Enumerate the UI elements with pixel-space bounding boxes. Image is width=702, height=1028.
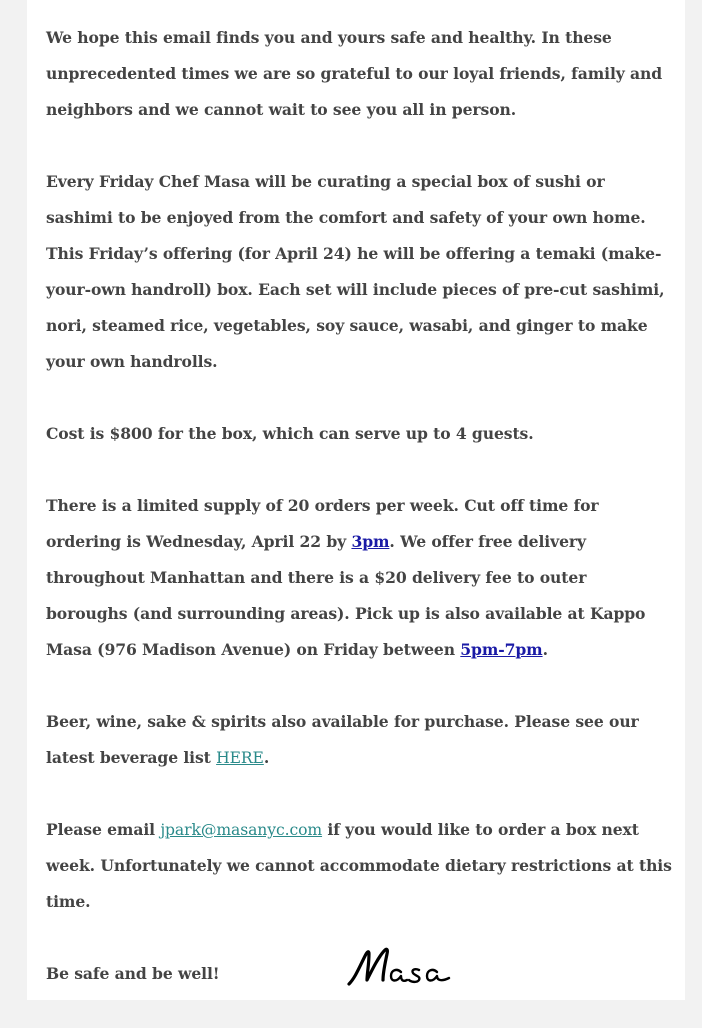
email-link[interactable]: jpark@masanyc.com: [160, 821, 323, 839]
contact-text-start: Please email: [46, 820, 161, 839]
email-body: [27, 0, 685, 1000]
paragraph-offering: Every Friday Chef Masa will be curating a special box of sushi or sashimi to be enjoyed from the comfort and safety of your own home. This Friday’s offering (for April 24) he will be offering a temaki (make-your-own handroll) box. Each set will include pieces of pre-cut sashimi, nori, steamed rice, vegetables, soy sauce, wasabi, and ginger to make your own handrolls.: [46, 172, 665, 371]
beverages-text: Beer, wine, sake & spirits also available for purchase. Please see our latest beverage list: [46, 712, 639, 767]
beverages-text-end: .: [263, 748, 270, 767]
ordering-text-start: There is a limited supply of 20 orders per week. Cut off time for ordering is Wednesday, April 22 by: [46, 496, 599, 551]
cutoff-time-link[interactable]: 3pm: [351, 532, 390, 551]
paragraph-beverages: [46, 704, 672, 776]
paragraph-ordering: [46, 488, 672, 668]
masa-signature: [345, 938, 465, 994]
paragraph-cost: Cost is $800 for the box, which can serve up to 4 guests.: [46, 424, 534, 443]
contact-text-end: if you would like to order a box next week. Unfortunately we cannot accommodate dietary restrictions at this time.: [46, 820, 672, 911]
ordering-text-middle: . We offer free delivery throughout Manhattan and there is a $20 delivery fee to outer boroughs (and surrounding areas). Pick up is also available at Kappo Masa (976 Madison Avenue) on Friday between: [46, 532, 646, 659]
ordering-text-end: .: [542, 640, 548, 659]
paragraph-contact: [46, 812, 672, 920]
pickup-time-link[interactable]: 5pm-7pm: [460, 640, 543, 659]
beverage-list-link[interactable]: HERE: [216, 749, 264, 767]
paragraph-closing: Be safe and be well!: [46, 964, 220, 983]
paragraph-intro: We hope this email finds you and yours safe and healthy. In these unprecedented times we are so grateful to our loyal friends, family and neighbors and we cannot wait to see you all in person.: [46, 28, 663, 119]
email-content: [46, 20, 672, 1028]
